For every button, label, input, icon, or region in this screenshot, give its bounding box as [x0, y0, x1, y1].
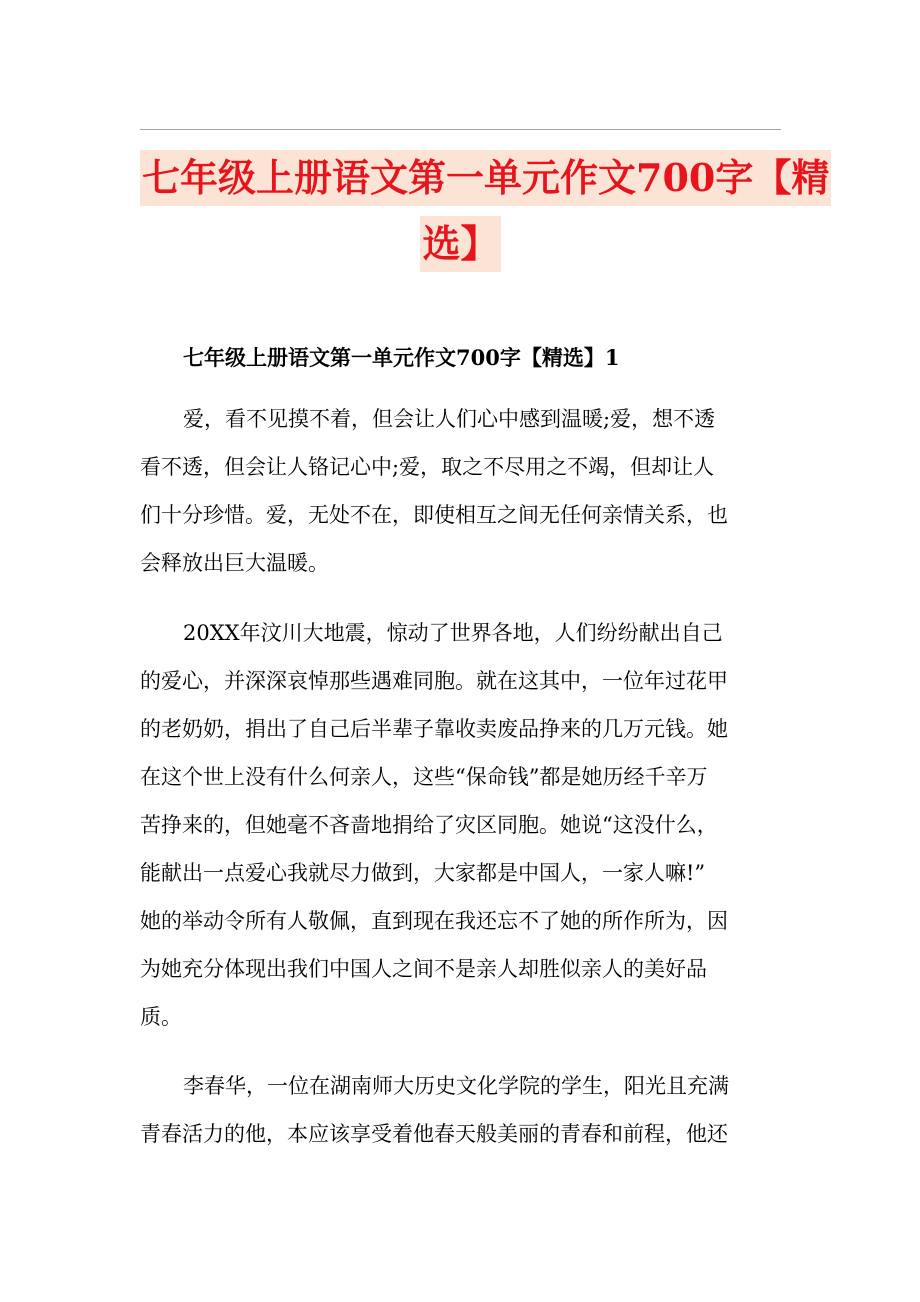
header-rule [140, 129, 781, 130]
paragraph-line: 能献出一点爱心我就尽力做到，大家都是中国人，一家人嘛!” [140, 861, 706, 885]
paragraph-line: 会释放出巨大温暖。 [140, 551, 329, 575]
paragraph-line: 看不透，但会让人铬记心中;爱，取之不尽用之不竭，但却让人 [140, 455, 715, 479]
paragraph-line: 质。 [140, 1005, 182, 1029]
paragraph-2 [140, 609, 781, 1041]
paragraph-line: 们十分珍惜。爱，无处不在，即使相互之间无任何亲情关系，也 [140, 503, 728, 527]
paragraph-line: 苦挣来的，但她毫不吝啬地捐给了灾区同胞。她说“这没什么， [140, 813, 718, 837]
paragraph-line: 青春活力的他，本应该享受着他春天般美丽的青春和前程，他还 [140, 1122, 728, 1146]
paragraph-line: 李春华，一位在湖南师大历史文化学院的学生，阳光且充满 [183, 1074, 729, 1098]
paragraph-line: 的爱心，并深深哀悼那些遇难同胞。就在这其中，一位年过花甲 [140, 669, 728, 693]
document-title [140, 150, 830, 272]
title-line-1: 七年级上册语文第一单元作文700字【精 [140, 150, 831, 206]
section-heading: 七年级上册语文第一单元作文700字【精选】1 [183, 345, 620, 370]
paragraph-1 [140, 395, 781, 587]
paragraph-line: 为她充分体现出我们中国人之间不是亲人却胜似亲人的美好品 [140, 957, 707, 981]
paragraph-line: 她的举动令所有人敬佩，直到现在我还忘不了她的所作所为，因 [140, 909, 728, 933]
paragraph-line: 爱，看不见摸不着，但会让人们心中感到温暖;爱，想不透 [183, 407, 716, 431]
paragraph-line: 20XX年汶川大地震，惊动了世界各地，人们纷纷献出自己 [183, 621, 723, 645]
paragraph-line: 在这个世上没有什么何亲人，这些“保命钱”都是她历经千辛万 [140, 765, 708, 789]
title-line-2: 选】 [420, 216, 500, 272]
paragraph-line: 的老奶奶，捐出了自己后半辈子靠收卖废品挣来的几万元钱。她 [140, 717, 728, 741]
paragraph-3 [140, 1062, 781, 1158]
